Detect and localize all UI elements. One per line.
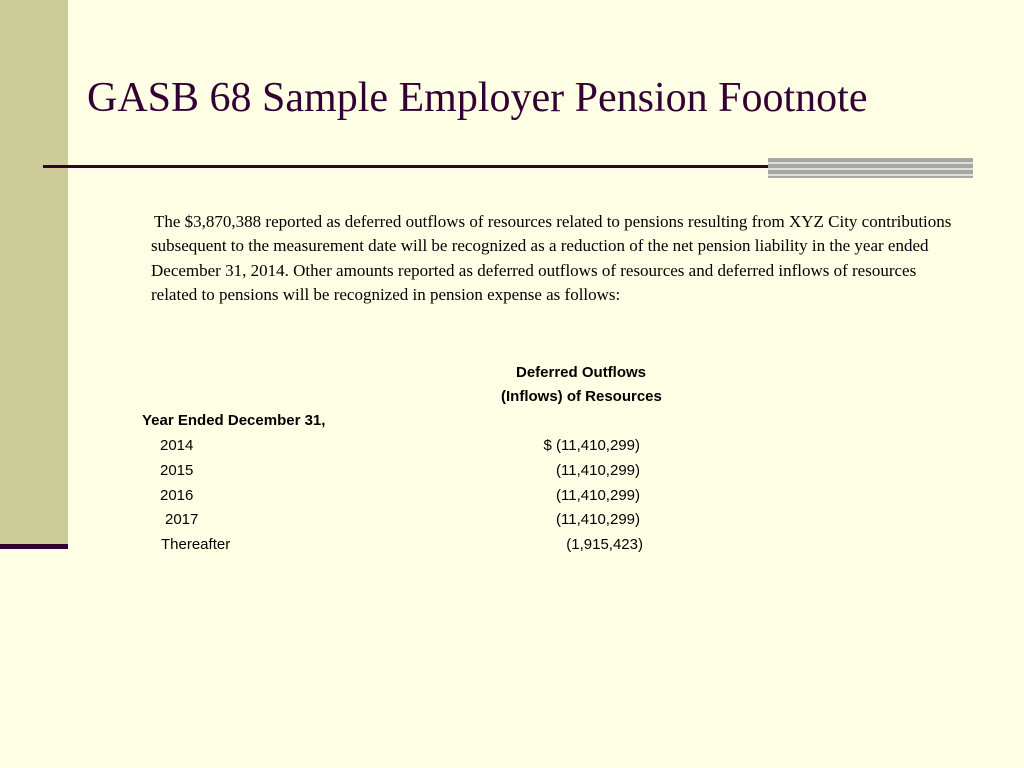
row-year-2015: 2015 bbox=[160, 462, 194, 479]
row-amount-2017: (11,410,299) bbox=[556, 511, 640, 528]
row-amount-2016: (11,410,299) bbox=[556, 487, 640, 504]
footnote-paragraph: The $3,870,388 reported as deferred outflows of resources related to pensions resulting from XYZ City contributions subsequent to the measurement date will be recognized as a reduction of the net pension liability in the year ended December 31, 2014. Other amounts reported as deferred outflows of resources and deferred inflows of resources related to pensions will be recognized in pension expense as follows: bbox=[151, 212, 952, 305]
row-year-2017: 2017 bbox=[165, 511, 199, 528]
row-amount-2015: (11,410,299) bbox=[556, 462, 640, 479]
row-amount-2014: $ (11,410,299) bbox=[543, 437, 640, 454]
amount-header-line1: Deferred Outflows bbox=[516, 364, 647, 381]
year-column-header: Year Ended December 31, bbox=[142, 412, 326, 429]
row-amount-thereafter: (1,915,423) bbox=[566, 536, 643, 553]
row-year-2014: 2014 bbox=[160, 437, 194, 454]
slide-title: GASB 68 Sample Employer Pension Footnote bbox=[87, 75, 868, 121]
row-year-2016: 2016 bbox=[160, 487, 194, 504]
amount-header-line2: (Inflows) of Resources bbox=[501, 388, 662, 405]
row-year-thereafter: Thereafter bbox=[161, 536, 231, 553]
